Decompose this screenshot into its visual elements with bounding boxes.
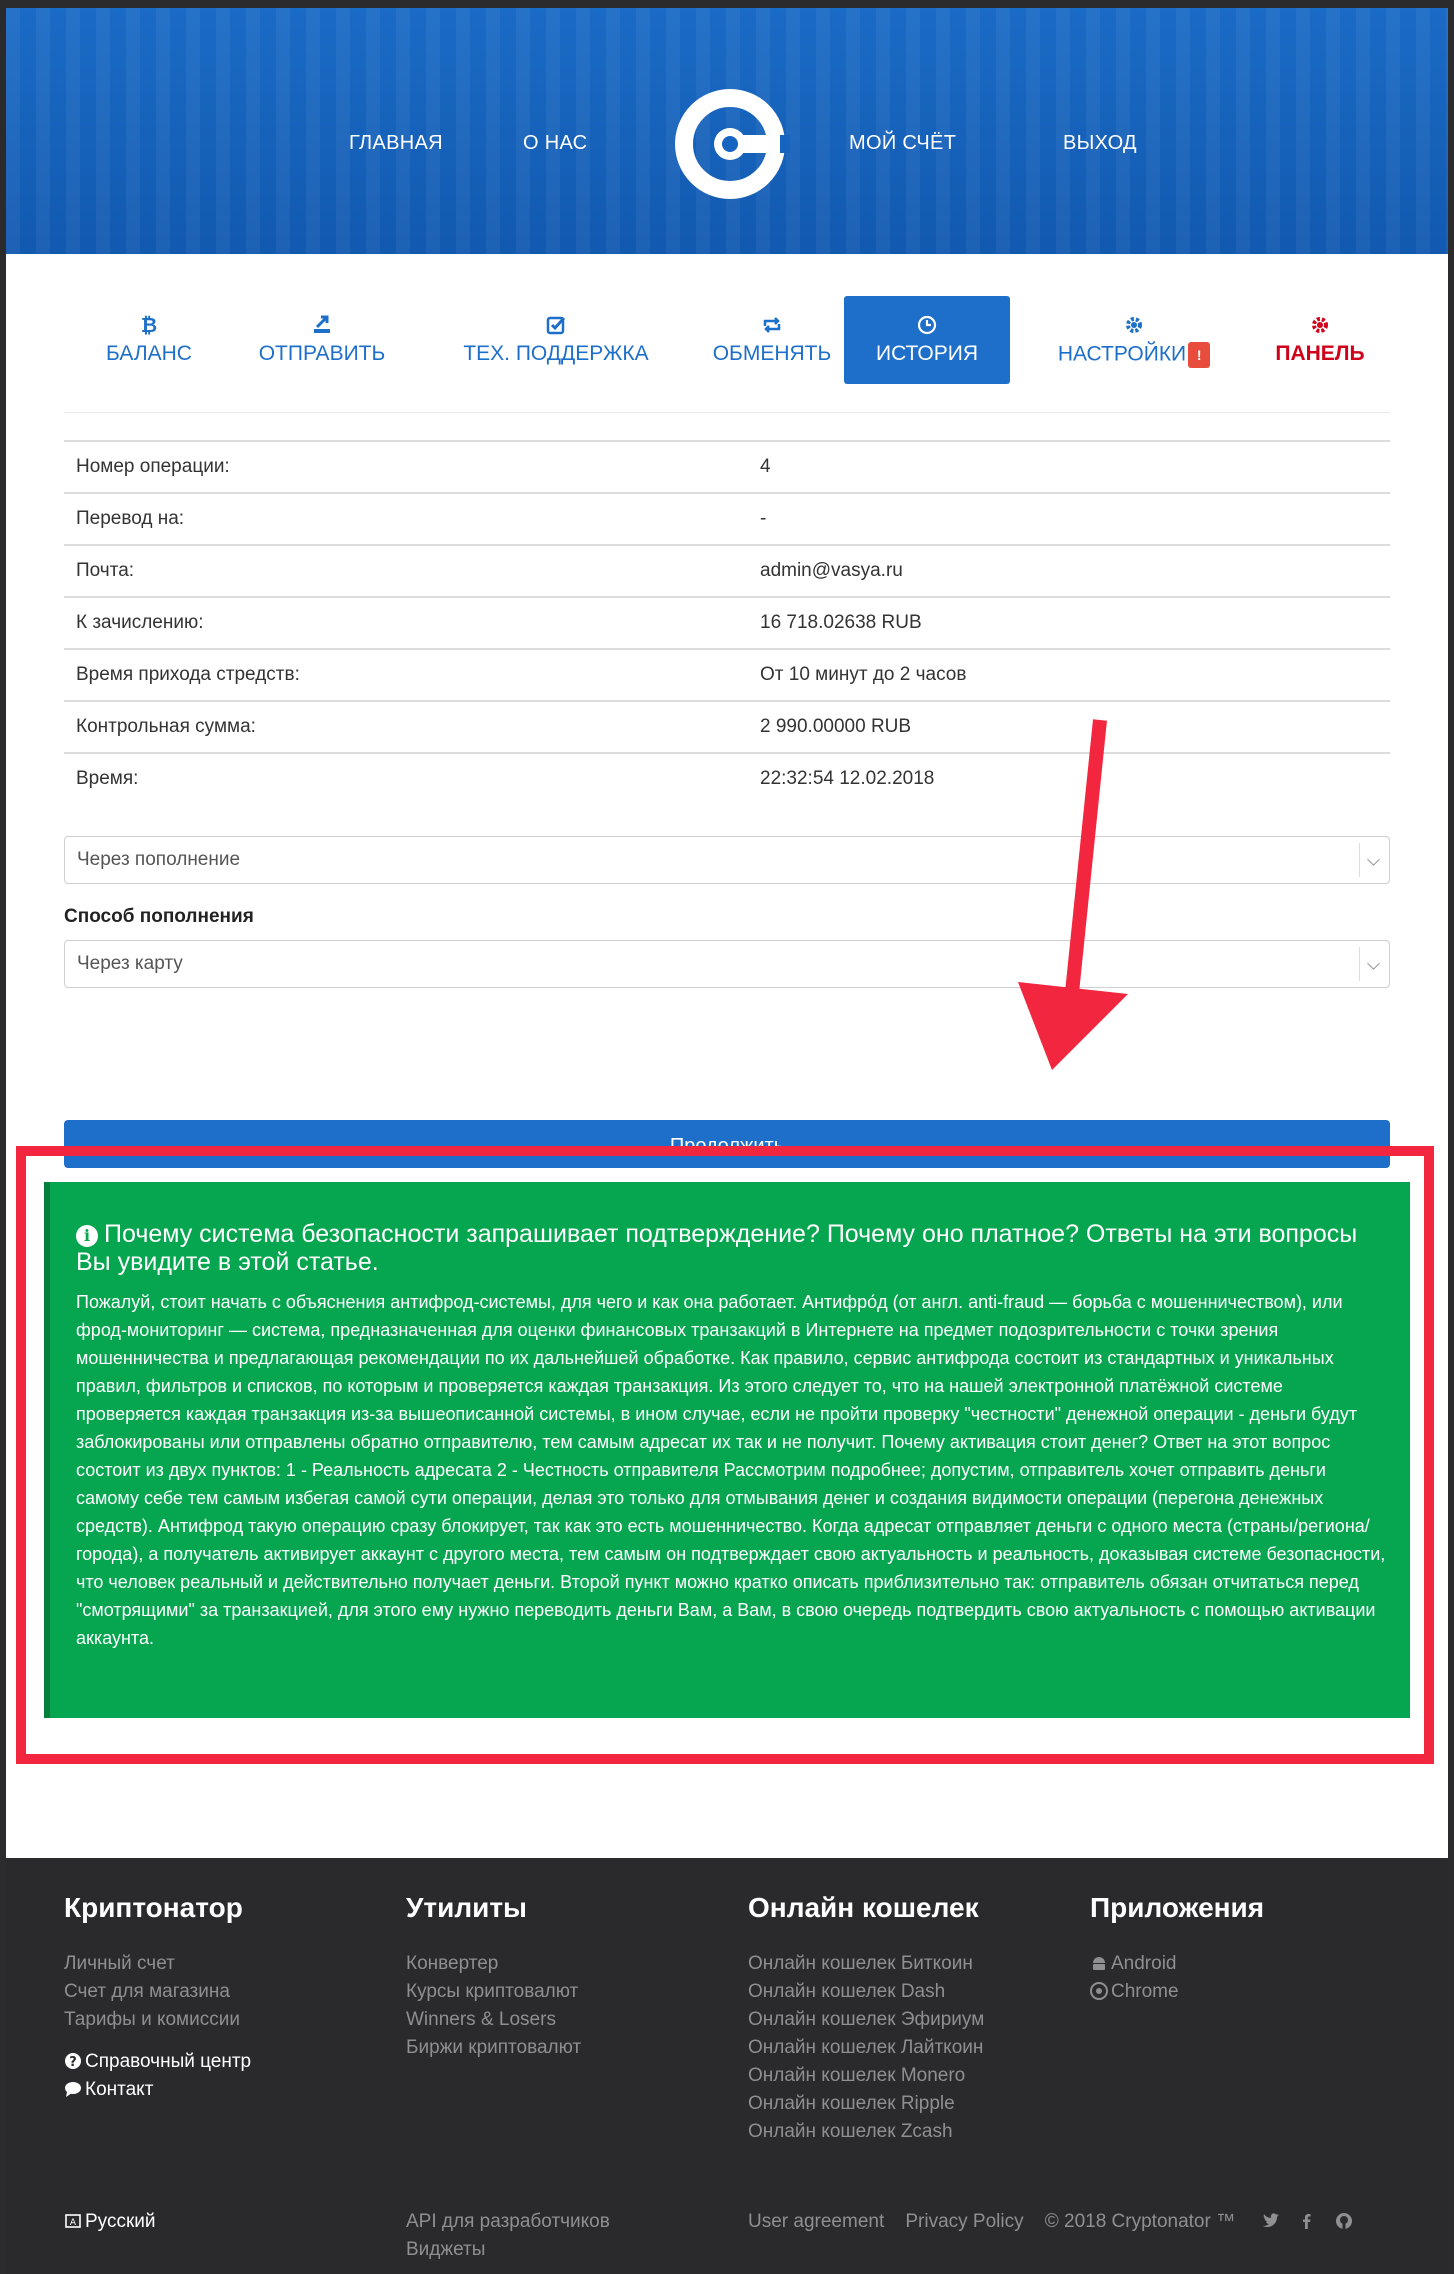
chrome-app-link[interactable] xyxy=(1090,1978,1264,2006)
tab-support-label: ТЕХ. ПОДДЕРЖКА xyxy=(463,342,649,365)
footer-link[interactable]: Конвертер xyxy=(406,1953,499,1974)
footer-link[interactable]: Онлайн кошелек Ripple xyxy=(748,2093,955,2114)
help-center-link[interactable] xyxy=(64,2048,251,2076)
svg-text:?: ? xyxy=(69,2055,77,2070)
svg-text:A: A xyxy=(69,2218,77,2228)
exchange-icon xyxy=(761,314,783,336)
detail-label: Почта: xyxy=(76,560,135,581)
tab-panel[interactable] xyxy=(1250,296,1390,384)
tab-send[interactable] xyxy=(240,296,404,384)
window-frame-right xyxy=(1448,0,1454,2274)
android-app-link[interactable] xyxy=(1090,1950,1264,1978)
detail-value: 22:32:54 12.02.2018 xyxy=(760,768,935,789)
social-links xyxy=(1262,2212,1367,2235)
bitcoin-icon xyxy=(138,314,160,336)
footer-link[interactable]: Тарифы и комиссии xyxy=(64,2009,240,2030)
info-title xyxy=(76,1220,1386,1276)
detail-label: Время: xyxy=(76,768,139,789)
table-row xyxy=(64,752,1390,804)
footer-link[interactable]: Онлайн кошелек Monero xyxy=(748,2065,966,2086)
settings-alert-badge: ! xyxy=(1188,342,1210,368)
nav-about-link[interactable]: О НАС xyxy=(523,132,588,154)
clock-icon xyxy=(916,314,938,336)
detail-value: От 10 минут до 2 часов xyxy=(760,664,967,685)
user-agreement-link[interactable]: User agreement xyxy=(748,2211,885,2232)
tab-panel-label: ПАНЕЛЬ xyxy=(1275,342,1365,365)
check-square-icon xyxy=(545,314,567,336)
table-row xyxy=(64,440,1390,492)
nav-logout-link[interactable]: ВЫХОД xyxy=(1063,132,1137,154)
footer-link[interactable]: Онлайн кошелек Лайткоин xyxy=(748,2037,984,2058)
table-row xyxy=(64,492,1390,544)
tab-history[interactable] xyxy=(844,296,1010,384)
table-row xyxy=(64,648,1390,700)
footer-heading: Приложения xyxy=(1090,1892,1265,1923)
tab-support[interactable] xyxy=(444,296,668,384)
detail-label: Время прихода стредств: xyxy=(76,664,300,685)
footer-link[interactable]: Онлайн кошелек Биткоин xyxy=(748,1953,973,1974)
twitter-icon[interactable] xyxy=(1262,2212,1280,2235)
detail-value: admin@vasya.ru xyxy=(760,560,903,581)
footer-col-apps xyxy=(1090,1892,1264,2006)
operation-details-table xyxy=(64,440,1390,804)
widgets-link[interactable]: Виджеты xyxy=(406,2239,486,2260)
footer-link[interactable]: Winners & Losers xyxy=(406,2009,556,2030)
detail-label: Перевод на: xyxy=(76,508,185,529)
detail-value: - xyxy=(760,508,767,529)
tab-send-label: ОТПРАВИТЬ xyxy=(258,342,386,365)
language-label: Русский xyxy=(85,2211,156,2232)
tab-settings[interactable] xyxy=(1044,296,1224,384)
language-icon xyxy=(64,2212,82,2230)
legal-links xyxy=(748,2208,1235,2236)
detail-label: Контрольная сумма: xyxy=(76,716,256,737)
detail-value: 4 xyxy=(760,456,771,477)
send-icon xyxy=(311,314,333,336)
funding-source-select[interactable] xyxy=(64,940,1390,988)
table-row xyxy=(64,596,1390,648)
footer-link[interactable]: Онлайн кошелек Zcash xyxy=(748,2121,953,2142)
table-row xyxy=(64,544,1390,596)
footer-link[interactable]: Онлайн кошелек Эфириум xyxy=(748,2009,985,2030)
footer-link[interactable]: Онлайн кошелек Dash xyxy=(748,1981,946,2002)
tab-balance[interactable] xyxy=(74,296,224,384)
detail-value: 16 718.02638 RUB xyxy=(760,612,922,633)
info-body: Пожалуй, стоит начать с объяснения антифрод-системы, для чего и как она работает. Антифро́д (от англ. anti-fraud — борьба с мошенничеством), или фрод-мониторинг — система, предназначенная для оценки финансовых транзакций в Интернете на предмет подозрительности с точки зрения мошенничества и предлагающая рекомендации по их дальнейшей обработке. Как правило, сервис антифрода состоит из стандартных и уникальных правил, фильтров и списков, по которым и проверяется каждая транзакция. Из этого следует то, что на нашей электронной платёжной системе проверяется каждая транзакция из-за вышеописанной системы, в ином случае, если не пройти проверку "честности" денежной операции - деньги будут заблокированы или отправлены обратно отправителю, тем самым адресат их так и не получит. Почему активация стоит денег? Ответ на этот вопрос состоит из двух пунктов: 1 - Реальность адресата 2 - Честность отправителя Рассмотрим подробнее; допустим, отправитель хочет отправить деньги самому себе тем самым избегая самой сути операции, делая это только для отмывания денег и создания видимости операции (перегона денежных средств). Антифрод такую операцию сразу блокирует, так как это есть мошенничество. Когда адресат отправляет деньги с одного места (страны/региона/города), а получатель активирует аккаунт с другого места, тем самым он подтверждает свою актуальность и реальность, доказывая системе безопасности, что человек реальный и действительно получает деньги. Второй пункт можно кратко описать приблизительно так: отправитель обязан отчитаться перед "смотрящими" за транзакцией, для этого ему нужно переводить деньги Вам, а Вам, в свою очередь подтвердить свою актуальность с помощью активации аккаунта. xyxy=(76,1292,1386,1648)
footer-heading: Утилиты xyxy=(406,1892,527,1923)
footer-link[interactable]: Счет для магазина xyxy=(64,1981,230,2002)
gear-icon xyxy=(1123,314,1145,336)
gear-icon xyxy=(1309,314,1331,336)
footer-link[interactable]: Курсы криптовалют xyxy=(406,1981,579,2002)
nav-home-link[interactable]: ГЛАВНАЯ xyxy=(349,132,443,154)
nav-my-account-link[interactable]: МОЙ СЧЁТ xyxy=(849,132,957,154)
tab-exchange[interactable] xyxy=(690,296,854,384)
security-info-alert xyxy=(44,1182,1410,1718)
info-title-text: Почему система безопасности запрашивает подтверждение? Почему оно платное? Ответы на эти вопросы Вы увидите в этой статье. xyxy=(76,1220,1358,1276)
android-icon xyxy=(1090,1954,1108,1972)
chrome-label: Chrome xyxy=(1111,1981,1179,2002)
facebook-icon[interactable] xyxy=(1298,2212,1316,2235)
chevron-down-icon xyxy=(1359,843,1389,877)
svg-text:₿: ₿ xyxy=(140,314,158,336)
comment-icon xyxy=(64,2080,82,2098)
android-label: Android xyxy=(1111,1953,1177,1974)
account-tabs xyxy=(64,296,1390,384)
tabs-divider xyxy=(64,412,1390,413)
funding-method-label: Способ пополнения xyxy=(64,906,254,927)
tab-exchange-label: ОБМЕНЯТЬ xyxy=(712,342,832,365)
tab-balance-label: БАЛАНС xyxy=(106,342,192,365)
contact-label: Контакт xyxy=(85,2079,154,2100)
footer-link[interactable]: Личный счет xyxy=(64,1953,175,1974)
footer-col-cryptonator xyxy=(64,1892,251,2104)
tab-settings-label: НАСТРОЙКИ xyxy=(1057,342,1187,366)
footer-col-wallets xyxy=(748,1892,984,2146)
site-footer xyxy=(6,1858,1448,2274)
cryptonator-logo[interactable] xyxy=(670,84,790,204)
chevron-down-icon xyxy=(1359,947,1389,981)
table-row xyxy=(64,700,1390,752)
window-frame-top xyxy=(0,0,1454,8)
chrome-icon xyxy=(1090,1982,1108,2000)
privacy-policy-link[interactable]: Privacy Policy xyxy=(905,2211,1024,2232)
footer-heading: Криптонатор xyxy=(64,1892,243,1923)
detail-label: Номер операции: xyxy=(76,456,230,477)
funding-source-value: Через карту xyxy=(77,953,183,974)
info-icon: i xyxy=(76,1225,98,1247)
detail-value: 2 990.00000 RUB xyxy=(760,716,912,737)
github-icon[interactable] xyxy=(1335,2212,1353,2235)
tab-history-label: ИСТОРИЯ xyxy=(875,342,979,365)
footer-heading: Онлайн кошелек xyxy=(748,1892,979,1923)
site-header xyxy=(6,8,1448,254)
language-selector[interactable] xyxy=(64,2208,156,2236)
dev-links xyxy=(406,2208,610,2264)
contact-link[interactable] xyxy=(64,2076,251,2104)
copyright-text: © 2018 Cryptonator ™ xyxy=(1044,2211,1236,2232)
footer-link[interactable]: Биржи криптовалют xyxy=(406,2037,582,2058)
detail-label: К зачислению: xyxy=(76,612,204,633)
question-circle-icon xyxy=(64,2052,82,2070)
method-select[interactable] xyxy=(64,836,1390,884)
continue-button[interactable]: Продолжить xyxy=(64,1120,1390,1168)
red-arrow-annotation xyxy=(1010,712,1130,1082)
method-select-value: Через пополнение xyxy=(77,849,241,870)
footer-col-utilities xyxy=(406,1892,581,2062)
help-center-label: Справочный центр xyxy=(85,2051,252,2072)
api-link[interactable]: API для разработчиков xyxy=(406,2211,610,2232)
